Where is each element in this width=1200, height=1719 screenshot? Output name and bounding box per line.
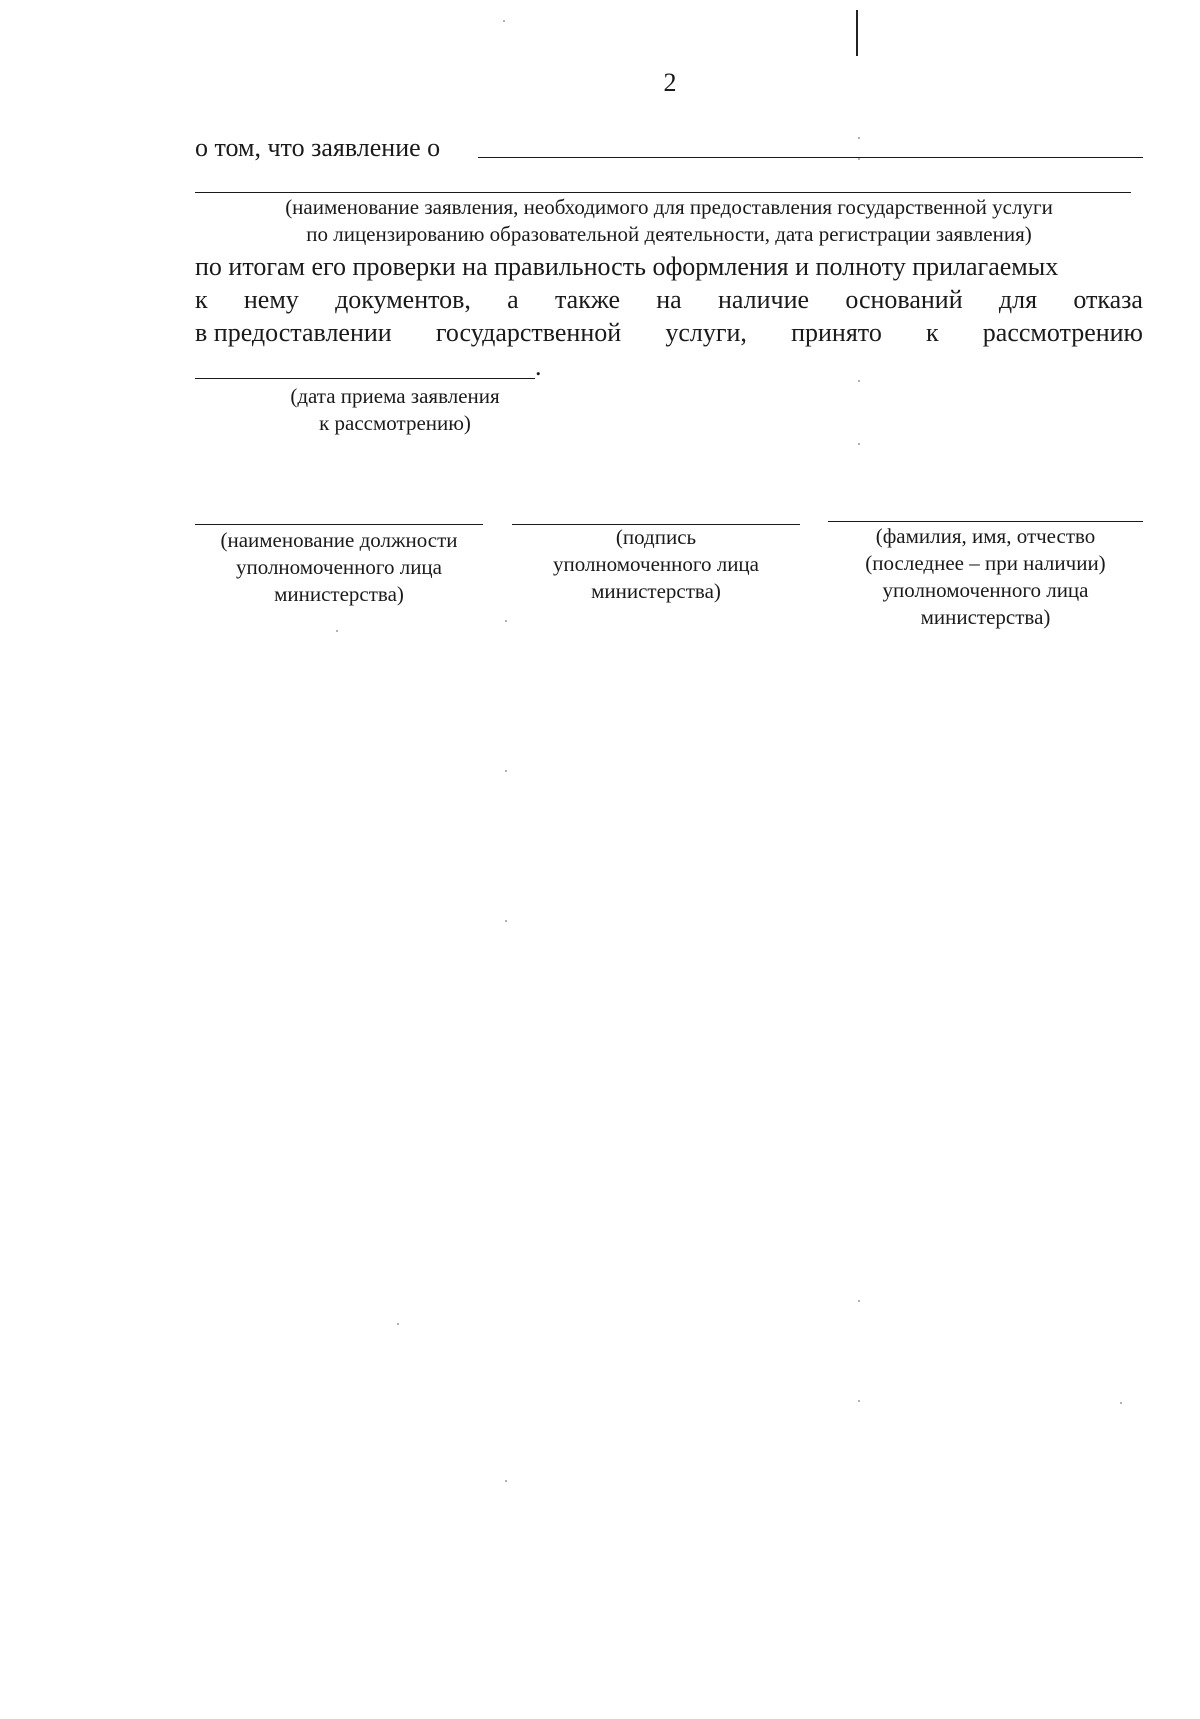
position-caption-line-1: (наименование должности [220,528,458,552]
statement-word: для [998,285,1038,314]
scan-speck [505,1480,507,1482]
scan-speck [505,920,507,922]
full-name-caption-line-4: министерства) [920,605,1051,629]
scan-speck [858,1300,860,1302]
statement-word: на [656,285,682,314]
statement-word: документов, [335,285,471,314]
statement-word: также [554,285,620,314]
scan-speck [858,380,860,382]
statement-period: . [535,352,542,381]
scan-speck [858,158,860,160]
page-number: 2 [663,68,677,97]
statement-word: оснований [845,285,963,314]
signature-caption-line-3: министерства) [591,579,721,603]
full-name-caption-line-2: (последнее – при наличии) [865,551,1106,575]
statement-word: государственной [435,318,622,347]
full-name-caption-line-1: (фамилия, имя, отчество [875,524,1096,548]
scan-speck [858,443,860,445]
scan-speck [505,770,507,772]
statement-line-1: по итогам его проверки на правильность оформления и полноту прилагаемых [195,252,1059,281]
position-blank-line [195,524,483,525]
statement-lead-in: о том, что заявление о [195,133,441,162]
date-blank-line [195,378,535,379]
position-caption-line-2: уполномоченного лица [235,555,442,579]
scan-speck [1120,1402,1122,1404]
statement-line-3 [195,316,1143,349]
date-caption-line-2: к рассмотрению) [319,411,471,435]
statement-word: принято [791,318,882,347]
statement-word: нему [243,285,299,314]
statement-word: к [195,285,208,314]
position-caption-line-3: министерства) [274,582,404,606]
signature-caption-line-1: (подпись [615,525,697,549]
statement-word: а [507,285,519,314]
statement-word: наличие [717,285,810,314]
application-blank-line-1 [478,157,1143,158]
scan-speck [397,1323,399,1325]
scan-speck [503,20,505,22]
application-caption-line-1: (наименование заявления, необходимого для предоставления государственной услуги [285,195,1053,219]
scan-edge-mark [856,10,858,56]
statement-word: рассмотрению [982,318,1143,347]
statement-line-2 [195,283,1143,316]
date-caption-line-1: (дата приема заявления [290,384,500,408]
application-caption-line-2: по лицензированию образовательной деятельности, дата регистрации заявления) [306,222,1032,246]
full-name-blank-line [828,521,1143,522]
scan-speck [858,1400,860,1402]
scan-speck [336,630,338,632]
scan-speck [505,620,507,622]
statement-word: в предоставлении [195,318,392,347]
full-name-caption-line-3: уполномоченного лица [882,578,1089,602]
scan-speck [858,137,860,139]
application-blank-line-2 [195,192,1131,193]
signature-caption-line-2: уполномоченного лица [552,552,759,576]
statement-word: услуги, [665,318,747,347]
statement-word: к [925,318,939,347]
statement-word: отказа [1073,285,1143,314]
